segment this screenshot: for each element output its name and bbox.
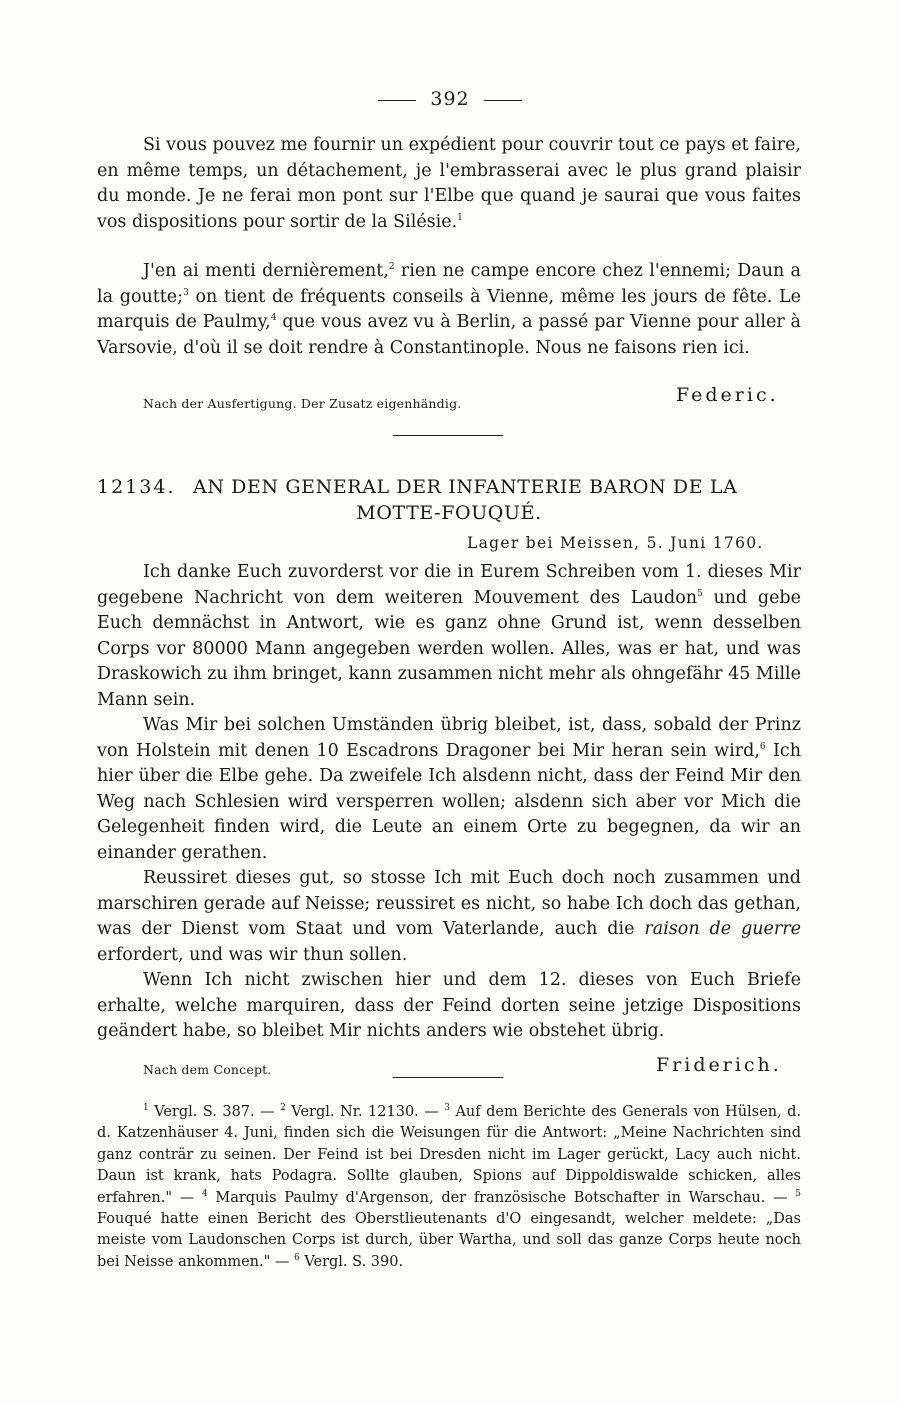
page-number xyxy=(0,88,900,110)
note-ref-4: 4 xyxy=(270,313,277,324)
letter2-paragraph-4: Wenn Ich nicht zwischen hier und dem 12. dieses von Euch Briefe erhalte, welche marquiren, dass der Feind dorten seine jetzige Dispositions geändert habe, so bleibet Mir nichts anders wie obstehet übrig. xyxy=(97,970,801,1041)
dateline: Lager bei Meissen, 5. Juni 1760. xyxy=(467,534,764,552)
note-ref-2: 2 xyxy=(388,262,395,273)
letter1-source-note: Nach der Ausfertigung. Der Zusatz eigenhändig. xyxy=(143,396,462,411)
heading-line-1: AN DEN GENERAL DER INFANTERIE BARON DE LA xyxy=(193,476,738,498)
note-ref-3: 3 xyxy=(183,287,189,298)
footnote-3: Auf dem Berichte des Generals von Hülsen, d. d. Katzenhäuser 4. Juni, finden sich die Weisungen für die Antwort: „Meine Nachrichten sind ganz conträr zu seinen. Der Feind ist bei Dresden nicht im Lager gerückt, Lacy auch nicht. Daun ist krank, hats Podagra. Sollte glauben, Spions auf Dippoldiswalde schicken, alles erfahren." — xyxy=(97,1104,802,1206)
italic-phrase: raison de guerre xyxy=(644,919,801,939)
page-number-text: 392 xyxy=(430,88,470,110)
letter2-p2-text-a: Was Mir bei solchen Umständen übrig bleibet, ist, dass, sobald der Prinz von Holstein mit denen 10 Escadrons Dragoner bei Mir heran sein wird, xyxy=(97,715,801,761)
folio-dash-right xyxy=(484,100,522,101)
letter2-paragraph-1 xyxy=(97,560,801,713)
letter2-p1-text-b: und gebe Euch demnächst in Antwort, wie es ganz ohne Grund ist, wenn desselben Corps vor 80000 Mann angegeben werden wollen. Alles, was er hat, und was Draskowich zu ihm bringet, kann zusammen nicht mehr als ohngefähr 45 Mille Mann sein. xyxy=(97,587,801,710)
footnote-6: Vergl. S. 390. xyxy=(299,1253,404,1270)
letter-number: 12134. xyxy=(97,476,176,498)
footnote-2: Vergl. Nr. 12130. — xyxy=(285,1104,445,1120)
letter2-p1-text-a: Ich danke Euch zuvorderst vor die in Eurem Schreiben vom 1. dieses Mir gegebene Nachricht von dem weiteren Mouvement des Laudon xyxy=(97,562,801,608)
footnote-marker-2: 2 xyxy=(280,1103,286,1114)
footnote-1: Vergl. S. 387. — xyxy=(148,1104,281,1120)
letter2-p2-text-b: Ich hier über die Elbe gehe. Da zweifele Ich alsdenn nicht, dass der Feind Mir den Weg nach Schlesien wird versperren wollen; alsdenn sich aber vor Mich die Gelegenheit finden wird, die Leute an einem Orte zu begegnen, da wir an einander gerathen. xyxy=(97,740,801,863)
footnote-marker-6: 6 xyxy=(294,1253,300,1264)
letter1-paragraph-2 xyxy=(97,259,801,361)
note-ref-5: 5 xyxy=(697,588,703,599)
letter1-signature: Federic. xyxy=(676,384,779,406)
note-ref-1: 1 xyxy=(457,212,463,223)
letter2-body xyxy=(97,560,801,1045)
letter1-p2-text-d: que vous avez vu à Berlin, a passé par Vienne pour aller à Varsovie, d'où il se doit rendre à Constantinople. Nous ne faisons rien ici. xyxy=(97,312,801,358)
letter1-p2-text-b: rien ne campe encore chez l'ennemi; Daun a la goutte; xyxy=(97,261,801,307)
letter1-p2-text-a: J'en ai menti dernièrement, xyxy=(143,261,389,281)
footnote-marker-4: 4 xyxy=(201,1188,208,1199)
section-divider xyxy=(393,435,503,436)
folio-dash-left xyxy=(378,100,416,101)
letter1-p2-text-c: on tient de fréquents conseils à Vienne, même les jours de fête. Le marquis de Paulmy, xyxy=(97,286,801,332)
footnote-marker-5: 5 xyxy=(795,1188,802,1199)
footnotes xyxy=(97,1102,801,1273)
letter2-source-note: Nach dem Concept. xyxy=(143,1062,272,1077)
footnote-4: Marquis Paulmy d'Argenson, der französische Botschafter in Warschau. — xyxy=(207,1189,796,1206)
letter2-paragraph-3 xyxy=(97,866,801,968)
letter1-p1-text: Si vous pouvez me fournir un expédient pour couvrir tout ce pays et faire, en même temps, un détachement, je l'embrasserai avec le plus grand plaisir du monde. Je ne ferai mon pont sur l'Elbe que quand je saurai que vous faites vos dispositions pour sortir de la Silésie. xyxy=(97,135,801,232)
footnote-marker-1: 1 xyxy=(143,1103,149,1114)
footnote-divider xyxy=(393,1077,503,1078)
letter1-paragraph-1 xyxy=(97,133,801,235)
heading-line-2: MOTTE-FOUQUÉ. xyxy=(356,502,542,524)
note-ref-6: 6 xyxy=(759,741,766,752)
footnote-marker-3: 3 xyxy=(444,1103,450,1114)
letter2-p3-text-a: Reussiret dieses gut, so stosse Ich mit Euch doch noch zusammen und marschiren gerade auf Neisse; reussiret es nicht, so habe Ich doch das gethan, was der Dienst vom Staat und vom Vaterlande, auch die xyxy=(97,868,801,939)
footnote-5: Fouqué hatte einen Bericht des Oberstlieutenants d'O eingesandt, welcher meldete: „Das meiste vom Laudonschen Corps ist durch, über Wartha, und soll das ganze Corps heute noch bei Neisse ankommen." — xyxy=(97,1211,801,1270)
letter2-p3-text-b: erfordert, und was wir thun sollen. xyxy=(97,944,408,965)
letter2-paragraph-2 xyxy=(97,713,801,866)
letter2-heading xyxy=(97,474,801,526)
letter2-signature: Friderich. xyxy=(656,1054,782,1076)
